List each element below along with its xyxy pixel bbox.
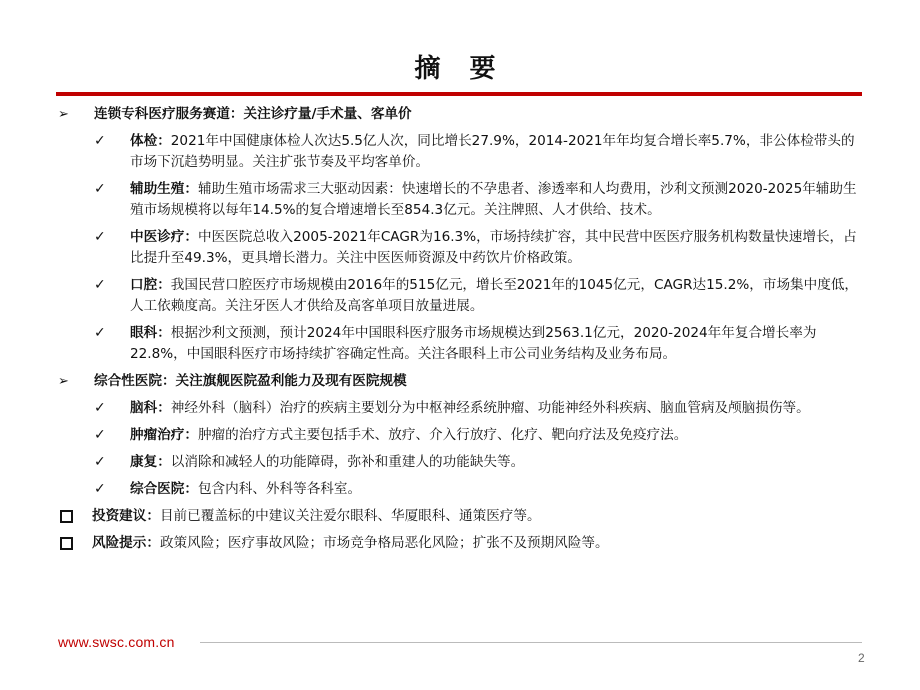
item-label: 康复 <box>130 454 158 470</box>
item-text: 包含内科、外科等各科室。 <box>197 481 362 497</box>
item-text: 中医医院总收入2005-2021年CAGR为16.3%，市场持续扩容，其中民营中医医疗服务机构数量快速增长，占比提升至49.3%，更具增长潜力。关注中医医师资源及中药饮片价格政策。 <box>130 229 857 266</box>
checkmark-icon: ✓ <box>94 481 106 497</box>
section-title: 连锁专科医疗服务赛道：关注诊疗量/手术量、客单价 <box>94 106 412 122</box>
square-bullet-icon <box>56 506 92 527</box>
item-label: 综合医院 <box>130 481 185 497</box>
checkmark-icon: ✓ <box>94 181 106 197</box>
risk-warning: 风险提示：政策风险；医疗事故风险；市场竞争格局恶化风险；扩张不及预期风险等。 <box>56 533 866 554</box>
investment-recommendation: 投资建议：目前已覆盖标的中建议关注爱尔眼科、华厦眼科、通策医疗等。 <box>56 506 866 527</box>
footer-url-link[interactable]: www.swsc.com.cn <box>58 634 175 650</box>
checkmark-icon: ✓ <box>94 427 106 443</box>
checkmark-icon: ✓ <box>94 325 106 341</box>
item-text: 我国民营口腔医疗市场规模由2016年的515亿元，增长至2021年的1045亿元，CAGR达15.2%，市场集中度低，人工依赖度高。关注牙医人才供给及高客单项目放量进展。 <box>130 277 859 314</box>
list-item: ✓ 口腔：我国民营口腔医疗市场规模由2016年的515亿元，增长至2021年的1045亿元，CAGR达15.2%，市场集中度低，人工依赖度高。关注牙医人才供给及高客单项目放量进展。 <box>94 277 859 314</box>
square-bullet-icon <box>56 533 92 554</box>
item-label: 口腔 <box>130 277 158 293</box>
section-heading <box>56 371 866 392</box>
checkmark-icon: ✓ <box>94 454 106 470</box>
list-item: ✓ 综合医院：包含内科、外科等各科室。 <box>56 479 866 500</box>
list-item: ✓ 肿瘤治疗：肿瘤的治疗方式主要包括手术、放疗、介入行放疗、化疗、靶向疗法及免疫疗法。 <box>56 425 866 446</box>
checkmark-icon: ✓ <box>94 229 106 245</box>
list-item: ✓ 体检：2021年中国健康体检人次达5.5亿人次，同比增长27.9%，2014-2021年年均复合增长率5.7%，非公体检带头的市场下沉趋势明显。关注扩张节奏及平均客单价。 <box>94 133 855 170</box>
checkmark-icon: ✓ <box>94 133 106 149</box>
item-label: 中医诊疗 <box>130 229 185 245</box>
item-label: 体检 <box>130 133 158 149</box>
item-text: 肿瘤的治疗方式主要包括手术、放疗、介入行放疗、化疗、靶向疗法及免疫疗法。 <box>197 427 688 443</box>
item-text: 目前已覆盖标的中建议关注爱尔眼科、华厦眼科、通策医疗等。 <box>159 508 541 524</box>
title-divider <box>56 92 862 96</box>
summary-content <box>56 104 866 554</box>
footer-divider <box>200 642 862 643</box>
section-title: 综合性医院：关注旗舰医院盈利能力及现有医院规模 <box>94 373 407 389</box>
list-item: ✓ 辅助生殖：辅助生殖市场需求三大驱动因素：快速增长的不孕患者、渗透率和人均费用，沙利文预测2020-2025年辅助生殖市场规模将以每年14.5%的复合增速增长至854.3亿元。关注牌照、人才供给、技术。 <box>94 181 857 218</box>
item-text: 以消除和减轻人的功能障碍，弥补和重建人的功能缺失等。 <box>170 454 525 470</box>
item-text: 政策风险；医疗事故风险；市场竞争格局恶化风险；扩张不及预期风险等。 <box>159 535 609 551</box>
checkmark-icon: ✓ <box>94 277 106 293</box>
arrow-bullet-icon: ➢ <box>58 374 69 389</box>
item-label: 肿瘤治疗 <box>130 427 185 443</box>
item-label: 投资建议 <box>92 508 147 524</box>
item-text: 根据沙利文预测，预计2024年中国眼科医疗服务市场规模达到2563.1亿元，2020-2024年年复合增长率为22.8%，中国眼科医疗市场持续扩容确定性高。关注各眼科上市公司业务结构及业务布局。 <box>130 325 817 362</box>
page-title: 摘 要 <box>414 54 506 84</box>
arrow-bullet-icon: ➢ <box>58 107 69 122</box>
item-text: 2021年中国健康体检人次达5.5亿人次，同比增长27.9%，2014-2021年年均复合增长率5.7%，非公体检带头的市场下沉趋势明显。关注扩张节奏及平均客单价。 <box>130 133 855 170</box>
list-item: ✓ 脑科：神经外科（脑科）治疗的疾病主要划分为中枢神经系统肿瘤、功能神经外科疾病、脑血管病及颅脑损伤等。 <box>56 398 866 419</box>
section-heading <box>56 104 866 125</box>
list-item: ✓ 眼科：根据沙利文预测，预计2024年中国眼科医疗服务市场规模达到2563.1亿元，2020-2024年年复合增长率为22.8%，中国眼科医疗市场持续扩容确定性高。关注各眼科上市公司业务结构及业务布局。 <box>94 325 817 362</box>
list-item: ✓ 康复：以消除和减轻人的功能障碍，弥补和重建人的功能缺失等。 <box>56 452 866 473</box>
checkmark-icon: ✓ <box>94 400 106 416</box>
item-label: 风险提示 <box>92 535 147 551</box>
page-number: 2 <box>858 651 865 665</box>
item-text: 神经外科（脑科）治疗的疾病主要划分为中枢神经系统肿瘤、功能神经外科疾病、脑血管病及颅脑损伤等。 <box>170 400 810 416</box>
item-label: 眼科 <box>130 325 158 341</box>
item-label: 辅助生殖 <box>130 181 185 197</box>
list-item: ✓ 中医诊疗：中医医院总收入2005-2021年CAGR为16.3%，市场持续扩容，其中民营中医医疗服务机构数量快速增长，占比提升至49.3%，更具增长潜力。关注中医医师资源及中药饮片价格政策。 <box>94 229 857 266</box>
item-label: 脑科 <box>130 400 158 416</box>
item-text: 辅助生殖市场需求三大驱动因素：快速增长的不孕患者、渗透率和人均费用，沙利文预测2020-2025年辅助生殖市场规模将以每年14.5%的复合增速增长至854.3亿元。关注牌照、人才供给、技术。 <box>130 181 857 218</box>
